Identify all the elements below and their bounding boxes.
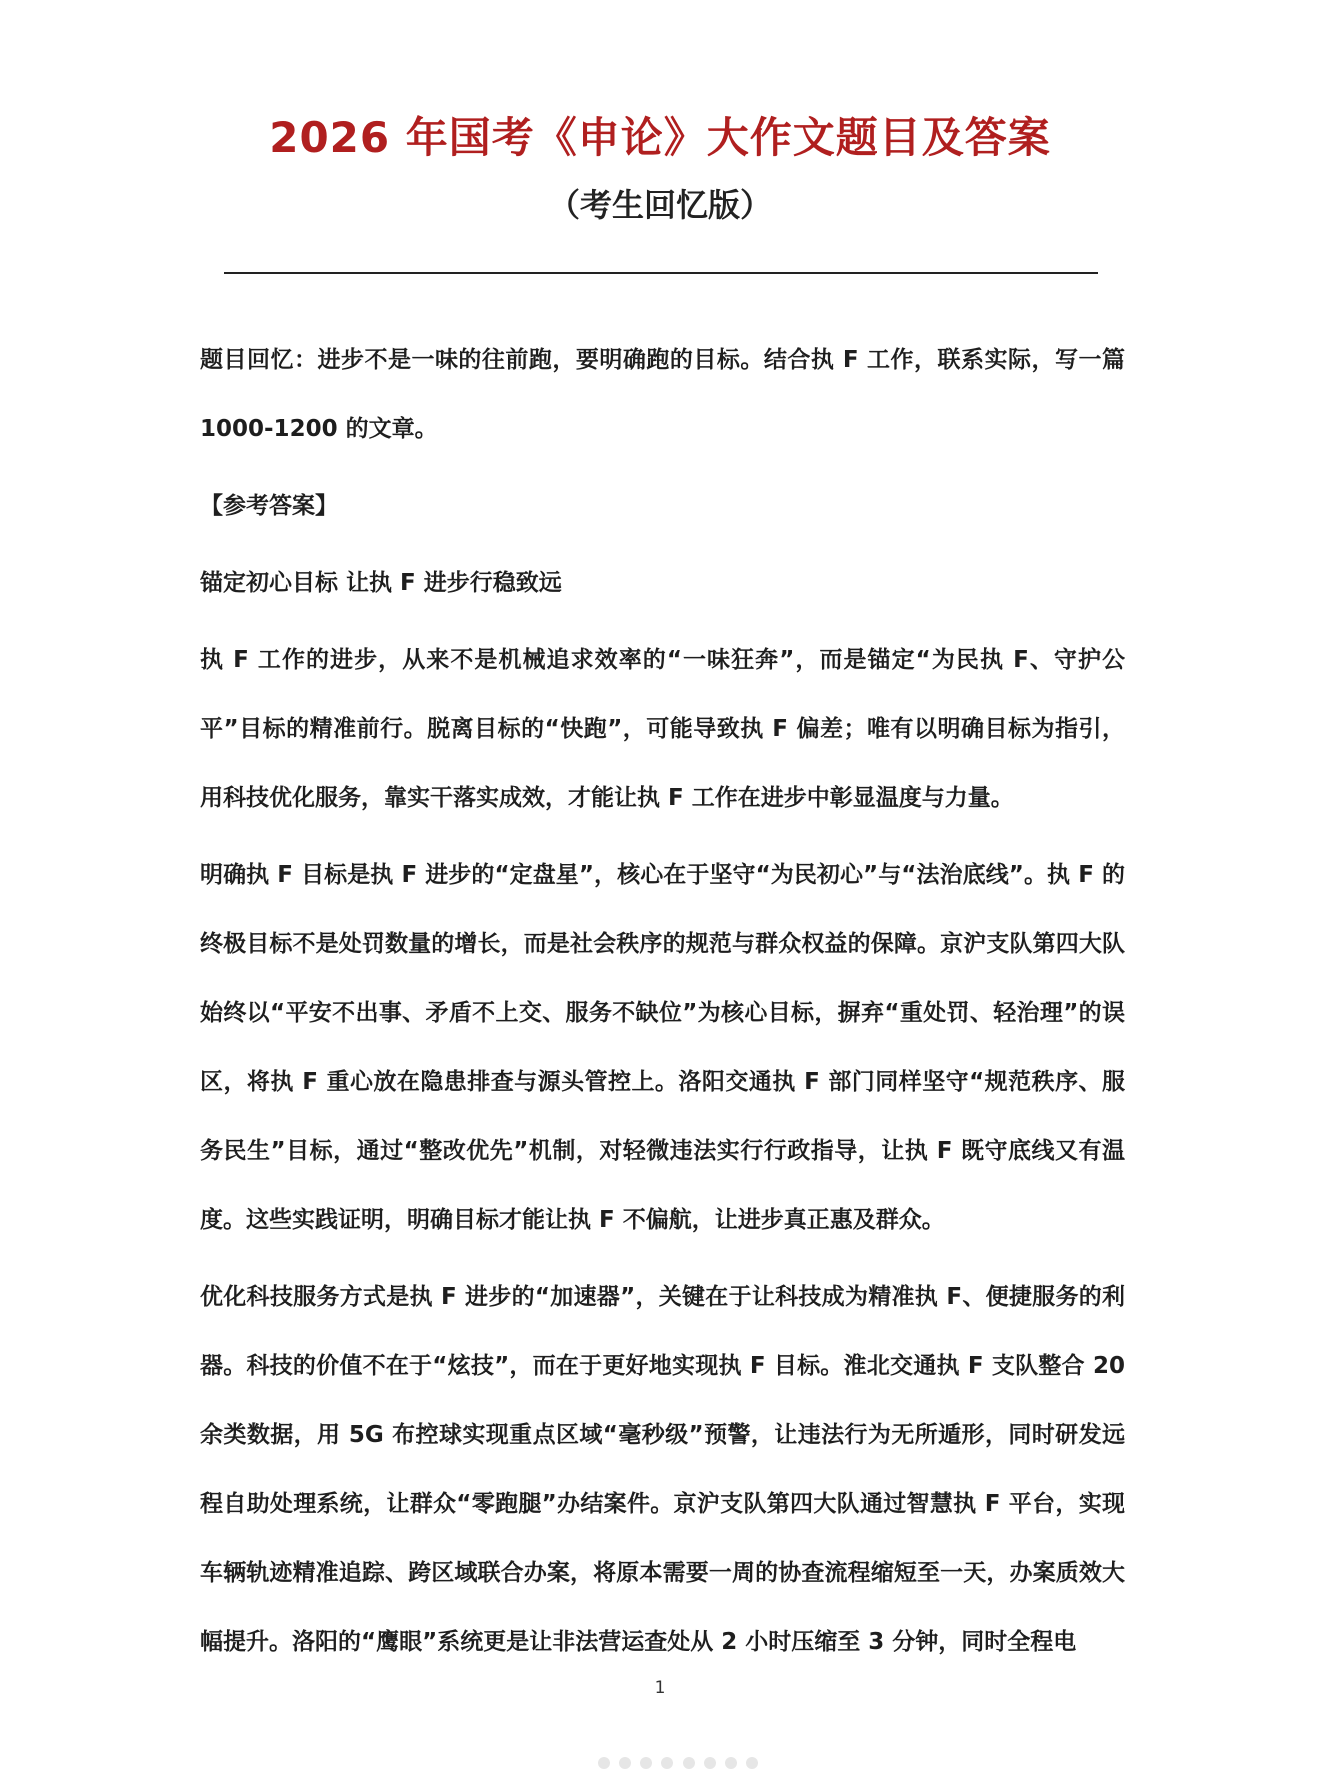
title-divider: [224, 272, 1098, 274]
document-title: 2026 年国考《申论》大作文题目及答案: [269, 113, 1051, 162]
document-body: [200, 326, 1125, 1677]
page-dot: [704, 1757, 716, 1769]
page-dot: [661, 1757, 673, 1769]
essay-paragraph: 明确执 F 目标是执 F 进步的“定盘星”，核心在于坚守“为民初心”与“法治底线”。执 F 的终极目标不是处罚数量的增长，而是社会秩序的规范与群众权益的保障。京沪支队第四大队始终以“平安不出事、矛盾不上交、服务不缺位”为核心目标，摒弃“重处罚、轻治理”的误区，将执 F 重心放在隐患排查与源头管控上。洛阳交通执 F 部门同样坚守“规范秩序、服务民生”目标，通过“整改优先”机制，对轻微违法实行行政指导，让执 F 既守底线又有温度。这些实践证明，明确目标才能让执 F 不偏航，让进步真正惠及群众。: [200, 862, 1125, 1233]
essay-title: 锚定初心目标 让执 F 进步行稳致远: [200, 570, 562, 596]
page-dot: [619, 1757, 631, 1769]
page-dot: [598, 1757, 610, 1769]
essay-paragraph: 执 F 工作的进步，从来不是机械追求效率的“一味狂奔”，而是锚定“为民执 F、守护公平”目标的精准前行。脱离目标的“快跑”，可能导致执 F 偏差；唯有以明确目标为指引，用科技优化服务，靠实干落实成效，才能让执 F 工作在进步中彰显温度与力量。: [200, 647, 1125, 811]
page-indicator-dots: [598, 1757, 758, 1769]
document-subtitle: （考生回忆版）: [547, 186, 772, 224]
page-number: 1: [654, 1678, 666, 1698]
page-dot: [746, 1757, 758, 1769]
page-dot: [640, 1757, 652, 1769]
page-dot: [725, 1757, 737, 1769]
question-text: 题目回忆：进步不是一味的往前跑，要明确跑的目标。结合执 F 工作，联系实际，写一篇 1000-1200 的文章。: [200, 347, 1125, 442]
page-dot: [683, 1757, 695, 1769]
answer-label: 【参考答案】: [200, 493, 338, 519]
essay-paragraph: 优化科技服务方式是执 F 进步的“加速器”，关键在于让科技成为精准执 F、便捷服务的利器。科技的价值不在于“炫技”，而在于更好地实现执 F 目标。淮北交通执 F 支队整合 20 余类数据，用 5G 布控球实现重点区域“毫秒级”预警，让违法行为无所遁形，同时研发远程自助处理系统，让群众“零跑腿”办结案件。京沪支队第四大队通过智慧执 F 平台，实现车辆轨迹精准追踪、跨区域联合办案，将原本需要一周的协查流程缩短至一天，办案质效大幅提升。洛阳的“鹰眼”系统更是让非法营运查处从 2 小时压缩至 3 分钟，同时全程电: [200, 1284, 1125, 1655]
